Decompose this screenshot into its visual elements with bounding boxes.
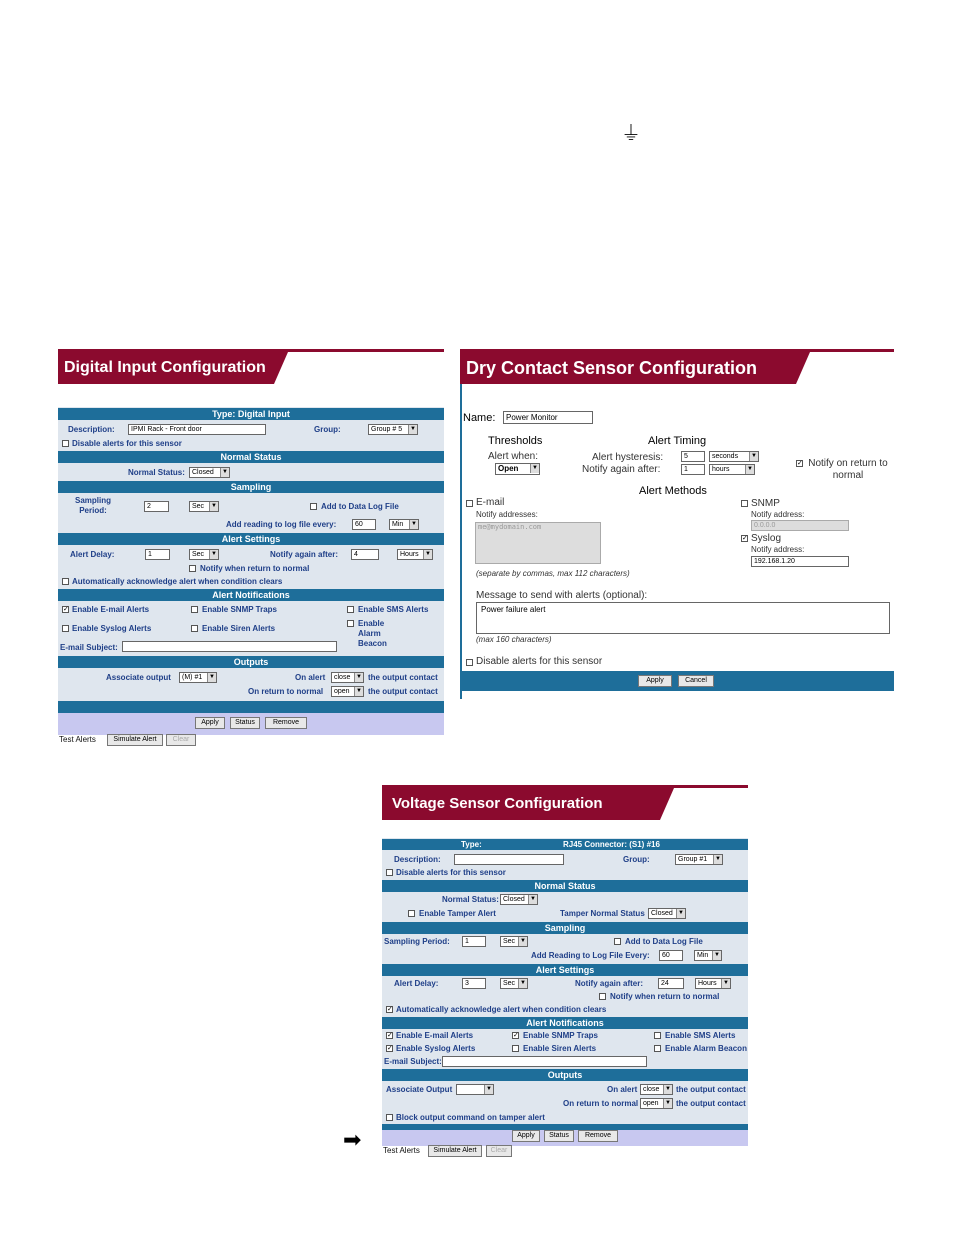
hysteresis-label: Alert hysteresis: bbox=[592, 452, 664, 463]
alert-when-label: Alert when: bbox=[488, 451, 539, 462]
email-label: E-mail bbox=[476, 497, 505, 508]
disable-alerts-label: Disable alerts for this sensor bbox=[72, 439, 182, 448]
add-to-log-checkbox[interactable] bbox=[614, 938, 621, 945]
on-alert-label: On alert bbox=[295, 673, 326, 682]
sampling-bar: Sampling bbox=[58, 481, 444, 493]
sampling-unit-value: Sec bbox=[503, 938, 516, 945]
notify-again-unit-select[interactable] bbox=[397, 549, 433, 560]
notify-return-label: Notify on return to normal bbox=[808, 458, 888, 481]
on-alert-suffix: the output contact bbox=[368, 673, 438, 682]
chevron-down-icon: ▼ bbox=[721, 979, 730, 988]
sampling-bar: Sampling bbox=[382, 922, 748, 934]
status-button[interactable]: Status bbox=[544, 1130, 574, 1142]
notify-again-label: Notify again after: bbox=[575, 979, 644, 988]
disable-alerts-checkbox[interactable] bbox=[386, 869, 393, 876]
on-return-suffix: the output contact bbox=[368, 687, 438, 696]
sampling-period-label: Sampling Period: bbox=[384, 937, 450, 946]
enable-alarm-label: Enable Alarm Beacon bbox=[665, 1044, 747, 1053]
group-value: Group # 5 bbox=[371, 426, 403, 433]
on-return-label: On return to normal bbox=[563, 1099, 639, 1108]
arrow-right-icon: ➡ bbox=[343, 1127, 362, 1152]
outputs-bar: Outputs bbox=[382, 1069, 748, 1081]
test-alerts-label: Test Alerts bbox=[383, 1146, 420, 1155]
enable-sms-checkbox[interactable] bbox=[654, 1032, 661, 1039]
notify-again-label: Notify again after: bbox=[582, 464, 661, 475]
on-alert-value: close bbox=[334, 674, 351, 681]
test-alerts-label: Test Alerts bbox=[59, 735, 96, 744]
normal-status-bar: Normal Status bbox=[58, 451, 444, 463]
email-subject-input[interactable] bbox=[122, 641, 337, 652]
enable-syslog-checkbox[interactable] bbox=[62, 625, 69, 632]
enable-tamper-checkbox[interactable] bbox=[408, 910, 415, 917]
message-label: Message to send with alerts (optional): bbox=[476, 590, 648, 601]
tamper-normal-select[interactable] bbox=[648, 908, 686, 919]
sampling-period-input[interactable]: 1 bbox=[462, 936, 486, 947]
email-subject-input[interactable] bbox=[442, 1056, 647, 1067]
alert-when-value: Open bbox=[498, 464, 519, 473]
group-value: Group #1 bbox=[678, 856, 708, 863]
max-chars-note: (max 160 characters) bbox=[476, 635, 552, 644]
email-subject-label: E-mail Subject: bbox=[384, 1057, 442, 1066]
snmp-checkbox[interactable] bbox=[741, 500, 748, 507]
enable-email-label: Enable E-mail Alerts bbox=[396, 1031, 474, 1040]
add-reading-unit-select[interactable] bbox=[389, 519, 419, 530]
sampling-unit-select[interactable] bbox=[500, 936, 528, 947]
notify-again-unit-value: Hours bbox=[400, 551, 419, 558]
chevron-down-icon: ▼ bbox=[207, 673, 216, 682]
group-label: Group: bbox=[623, 855, 650, 864]
group-label: Group: bbox=[314, 425, 341, 434]
notify-again-unit-value: Hours bbox=[698, 980, 717, 987]
add-reading-unit-value: Min bbox=[392, 521, 404, 528]
enable-snmp-checkbox[interactable] bbox=[191, 606, 198, 613]
syslog-address-input[interactable]: 192.168.1.20 bbox=[751, 556, 849, 567]
panel-title: Digital Input Configuration bbox=[58, 352, 274, 384]
associate-output-select[interactable] bbox=[456, 1084, 494, 1095]
status-button[interactable]: Status bbox=[230, 717, 260, 729]
digital-input-panel bbox=[58, 349, 444, 749]
alert-delay-unit-value: Sec bbox=[192, 551, 205, 558]
alert-delay-input[interactable]: 3 bbox=[462, 978, 486, 989]
add-to-log-label: Add to Data Log File bbox=[625, 937, 703, 946]
chevron-down-icon: ▼ bbox=[423, 550, 432, 559]
block-output-checkbox[interactable] bbox=[386, 1114, 393, 1121]
on-return-select[interactable] bbox=[640, 1098, 673, 1109]
remove-button[interactable]: Remove bbox=[578, 1130, 618, 1142]
remove-button[interactable]: Remove bbox=[265, 717, 307, 729]
enable-tamper-label: Enable Tamper Alert bbox=[419, 909, 496, 918]
notify-return-checkbox[interactable] bbox=[599, 993, 606, 1000]
enable-siren-label: Enable Siren Alerts bbox=[202, 624, 276, 633]
alert-methods-heading: Alert Methods bbox=[639, 485, 707, 497]
chevron-down-icon: ▼ bbox=[354, 687, 363, 696]
chevron-down-icon: ▼ bbox=[518, 979, 527, 988]
add-to-log-label: Add to Data Log File bbox=[321, 502, 399, 511]
syslog-checkbox[interactable]: ✓ bbox=[742, 535, 748, 542]
on-alert-value: close bbox=[643, 1086, 660, 1093]
simulate-alert-button[interactable]: Simulate Alert bbox=[428, 1145, 482, 1157]
enable-snmp-label: Enable SNMP Traps bbox=[202, 605, 277, 614]
syslog-notify-label: Notify address: bbox=[751, 545, 805, 554]
panel-title: Voltage Sensor Configuration bbox=[382, 788, 660, 820]
ground-symbol-icon: ⏚ bbox=[621, 123, 641, 145]
alert-notifications-bar: Alert Notifications bbox=[382, 1017, 748, 1029]
chevron-down-icon: ▼ bbox=[745, 465, 754, 474]
group-select[interactable] bbox=[368, 424, 418, 435]
simulate-alert-button[interactable]: Simulate Alert bbox=[107, 734, 163, 746]
alert-settings-bar: Alert Settings bbox=[382, 964, 748, 976]
enable-snmp-checkbox[interactable]: ✓ bbox=[513, 1032, 519, 1039]
enable-syslog-label: Enable Syslog Alerts bbox=[72, 624, 152, 633]
tamper-normal-label: Tamper Normal Status bbox=[560, 909, 645, 918]
sampling-unit-value: Sec bbox=[192, 503, 205, 510]
normal-status-label: Normal Status: bbox=[442, 895, 499, 904]
group-select[interactable] bbox=[675, 854, 723, 865]
associate-output-label: Associate Output bbox=[386, 1085, 453, 1094]
chevron-down-icon: ▼ bbox=[712, 951, 721, 960]
name-input[interactable]: Power Monitor bbox=[503, 411, 593, 424]
add-reading-unit-value: Min bbox=[697, 952, 709, 959]
chevron-down-icon: ▼ bbox=[220, 468, 229, 477]
on-return-suffix: the output contact bbox=[676, 1099, 746, 1108]
on-return-value: open bbox=[643, 1100, 659, 1107]
notify-again-input[interactable]: 1 bbox=[681, 464, 705, 475]
associate-output-select[interactable] bbox=[179, 672, 217, 683]
alert-delay-unit-value: Sec bbox=[503, 980, 516, 987]
alert-delay-label: Alert Delay: bbox=[70, 550, 115, 559]
normal-status-value: Closed bbox=[503, 896, 525, 903]
on-return-value: open bbox=[334, 688, 350, 695]
snmp-notify-label: Notify address: bbox=[751, 510, 805, 519]
enable-email-checkbox[interactable]: ✓ bbox=[63, 606, 69, 613]
auto-ack-label: Automatically acknowledge alert when condition clears bbox=[72, 577, 283, 586]
panel-left-border bbox=[460, 384, 462, 699]
chevron-down-icon: ▼ bbox=[530, 464, 539, 473]
enable-siren-label: Enable Siren Alerts bbox=[523, 1044, 597, 1053]
auto-ack-checkbox[interactable] bbox=[62, 578, 69, 585]
apply-button[interactable]: Apply bbox=[638, 675, 672, 687]
notify-return-checkbox[interactable]: ✓ bbox=[797, 460, 803, 467]
tamper-normal-value: Closed bbox=[651, 910, 673, 917]
block-output-label: Block output command on tamper alert bbox=[396, 1113, 545, 1122]
email-addresses-textarea[interactable]: me@mydomain.com bbox=[475, 522, 601, 564]
enable-snmp-label: Enable SNMP Traps bbox=[523, 1031, 598, 1040]
alert-delay-label: Alert Delay: bbox=[394, 979, 439, 988]
chevron-down-icon: ▼ bbox=[409, 520, 418, 529]
alert-timing-heading: Alert Timing bbox=[648, 435, 707, 447]
email-checkbox[interactable] bbox=[466, 500, 473, 507]
normal-status-select[interactable] bbox=[189, 467, 230, 478]
on-return-select[interactable] bbox=[331, 686, 364, 697]
outputs-bar: Outputs bbox=[58, 656, 444, 668]
chevron-down-icon: ▼ bbox=[749, 452, 758, 461]
on-alert-label: On alert bbox=[607, 1085, 638, 1094]
name-label: Name: bbox=[463, 412, 496, 424]
hysteresis-unit-value: seconds bbox=[712, 453, 739, 460]
normal-status-label: Normal Status: bbox=[128, 468, 185, 477]
on-return-label: On return to normal bbox=[248, 687, 324, 696]
type-bar: Type: Digital Input bbox=[58, 408, 444, 420]
normal-status-bar: Normal Status bbox=[382, 880, 748, 892]
enable-siren-checkbox[interactable] bbox=[512, 1045, 519, 1052]
notify-again-input[interactable]: 24 bbox=[658, 978, 684, 989]
chevron-down-icon: ▼ bbox=[209, 502, 218, 511]
alert-when-select[interactable] bbox=[495, 463, 540, 475]
enable-syslog-label: Enable Syslog Alerts bbox=[396, 1044, 476, 1053]
enable-email-checkbox[interactable]: ✓ bbox=[387, 1032, 393, 1039]
add-reading-input[interactable]: 60 bbox=[352, 519, 376, 530]
notify-return-checkbox[interactable] bbox=[189, 565, 196, 572]
clear-button[interactable]: Clear bbox=[486, 1145, 512, 1157]
snmp-label: SNMP bbox=[751, 498, 780, 509]
notify-return-label: Notify when return to normal bbox=[200, 564, 310, 573]
button-bar bbox=[460, 671, 894, 691]
on-alert-suffix: the output contact bbox=[676, 1085, 746, 1094]
chevron-down-icon: ▼ bbox=[354, 673, 363, 682]
add-reading-unit-select[interactable] bbox=[694, 950, 722, 961]
voltage-sensor-panel bbox=[382, 785, 748, 1160]
notify-again-unit-value: hours bbox=[712, 466, 730, 473]
syslog-label: Syslog bbox=[751, 533, 782, 544]
hysteresis-input[interactable]: 5 bbox=[681, 451, 705, 462]
enable-alarm-label: Enable Alarm Beacon bbox=[358, 619, 387, 648]
alert-delay-unit-select[interactable] bbox=[500, 978, 528, 989]
enable-alarm-checkbox[interactable] bbox=[654, 1045, 661, 1052]
type-value: RJ45 Connector: (S1) #16 bbox=[563, 840, 660, 849]
separate-note: (separate by commas, max 112 characters) bbox=[476, 569, 630, 578]
enable-email-label: Enable E-mail Alerts bbox=[72, 605, 150, 614]
panel-title: Dry Contact Sensor Configuration bbox=[460, 352, 796, 384]
clear-button[interactable]: Clear bbox=[166, 734, 196, 746]
sampling-unit-select[interactable] bbox=[189, 501, 219, 512]
notify-addresses-label: Notify addresses: bbox=[476, 510, 538, 519]
description-input[interactable] bbox=[454, 854, 564, 865]
apply-button[interactable]: Apply bbox=[512, 1130, 540, 1142]
on-alert-select[interactable] bbox=[640, 1084, 673, 1095]
auto-ack-checkbox[interactable]: ✓ bbox=[387, 1006, 393, 1013]
disable-alerts-label: Disable alerts for this sensor bbox=[476, 656, 603, 667]
notify-again-unit-select[interactable] bbox=[709, 464, 755, 475]
cancel-button[interactable]: Cancel bbox=[678, 675, 714, 687]
disable-alerts-label: Disable alerts for this sensor bbox=[396, 868, 506, 877]
enable-syslog-checkbox[interactable]: ✓ bbox=[387, 1045, 393, 1052]
disable-alerts-checkbox[interactable] bbox=[62, 440, 69, 447]
sampling-period-input[interactable]: 2 bbox=[144, 501, 169, 512]
apply-button[interactable]: Apply bbox=[195, 717, 225, 729]
enable-siren-checkbox[interactable] bbox=[191, 625, 198, 632]
type-label: Type: bbox=[461, 840, 482, 849]
chevron-down-icon: ▼ bbox=[663, 1099, 672, 1108]
description-label: Description: bbox=[394, 855, 441, 864]
normal-status-select[interactable] bbox=[500, 894, 538, 905]
chevron-down-icon: ▼ bbox=[676, 909, 685, 918]
on-alert-select[interactable] bbox=[331, 672, 364, 683]
normal-status-value: Closed bbox=[192, 469, 214, 476]
sampling-period-label: Sampling Period: bbox=[74, 496, 111, 515]
alert-notifications-bar: Alert Notifications bbox=[58, 589, 444, 601]
chevron-down-icon: ▼ bbox=[713, 855, 722, 864]
bottom-bar bbox=[58, 701, 444, 713]
alert-settings-bar: Alert Settings bbox=[58, 533, 444, 545]
notify-again-input[interactable]: 4 bbox=[351, 549, 379, 560]
add-reading-label: Add reading to log file every: bbox=[226, 520, 337, 529]
description-input[interactable]: IPMI Rack - Front door bbox=[128, 424, 266, 435]
chevron-down-icon: ▼ bbox=[209, 550, 218, 559]
add-reading-input[interactable]: 60 bbox=[659, 950, 683, 961]
add-reading-label: Add Reading to Log File Every: bbox=[531, 951, 650, 960]
alert-delay-input[interactable]: 1 bbox=[145, 549, 170, 560]
chevron-down-icon: ▼ bbox=[528, 895, 537, 904]
enable-sms-checkbox[interactable] bbox=[347, 606, 354, 613]
chevron-down-icon: ▼ bbox=[408, 425, 417, 434]
notify-again-label: Notify again after: bbox=[270, 550, 339, 559]
notify-return-label: Notify when return to normal bbox=[610, 992, 720, 1001]
enable-sms-label: Enable SMS Alerts bbox=[358, 605, 429, 614]
hysteresis-unit-select[interactable] bbox=[709, 451, 759, 462]
add-to-log-checkbox[interactable] bbox=[310, 503, 317, 510]
dry-contact-panel bbox=[460, 349, 894, 699]
notify-again-unit-select[interactable] bbox=[695, 978, 731, 989]
disable-alerts-checkbox[interactable] bbox=[466, 659, 473, 666]
snmp-address-input[interactable]: 0.0.0.0 bbox=[751, 520, 849, 531]
message-textarea[interactable]: Power failure alert bbox=[476, 602, 890, 634]
chevron-down-icon: ▼ bbox=[484, 1085, 493, 1094]
associate-output-label: Associate output bbox=[106, 673, 171, 682]
email-subject-label: E-mail Subject: bbox=[60, 643, 118, 652]
description-label: Description: bbox=[68, 425, 115, 434]
associate-output-value: (M) #1 bbox=[182, 674, 203, 681]
auto-ack-label: Automatically acknowledge alert when condition clears bbox=[396, 1005, 607, 1014]
chevron-down-icon: ▼ bbox=[518, 937, 527, 946]
thresholds-heading: Thresholds bbox=[488, 435, 543, 447]
alert-delay-unit-select[interactable] bbox=[189, 549, 219, 560]
enable-sms-label: Enable SMS Alerts bbox=[665, 1031, 736, 1040]
chevron-down-icon: ▼ bbox=[663, 1085, 672, 1094]
